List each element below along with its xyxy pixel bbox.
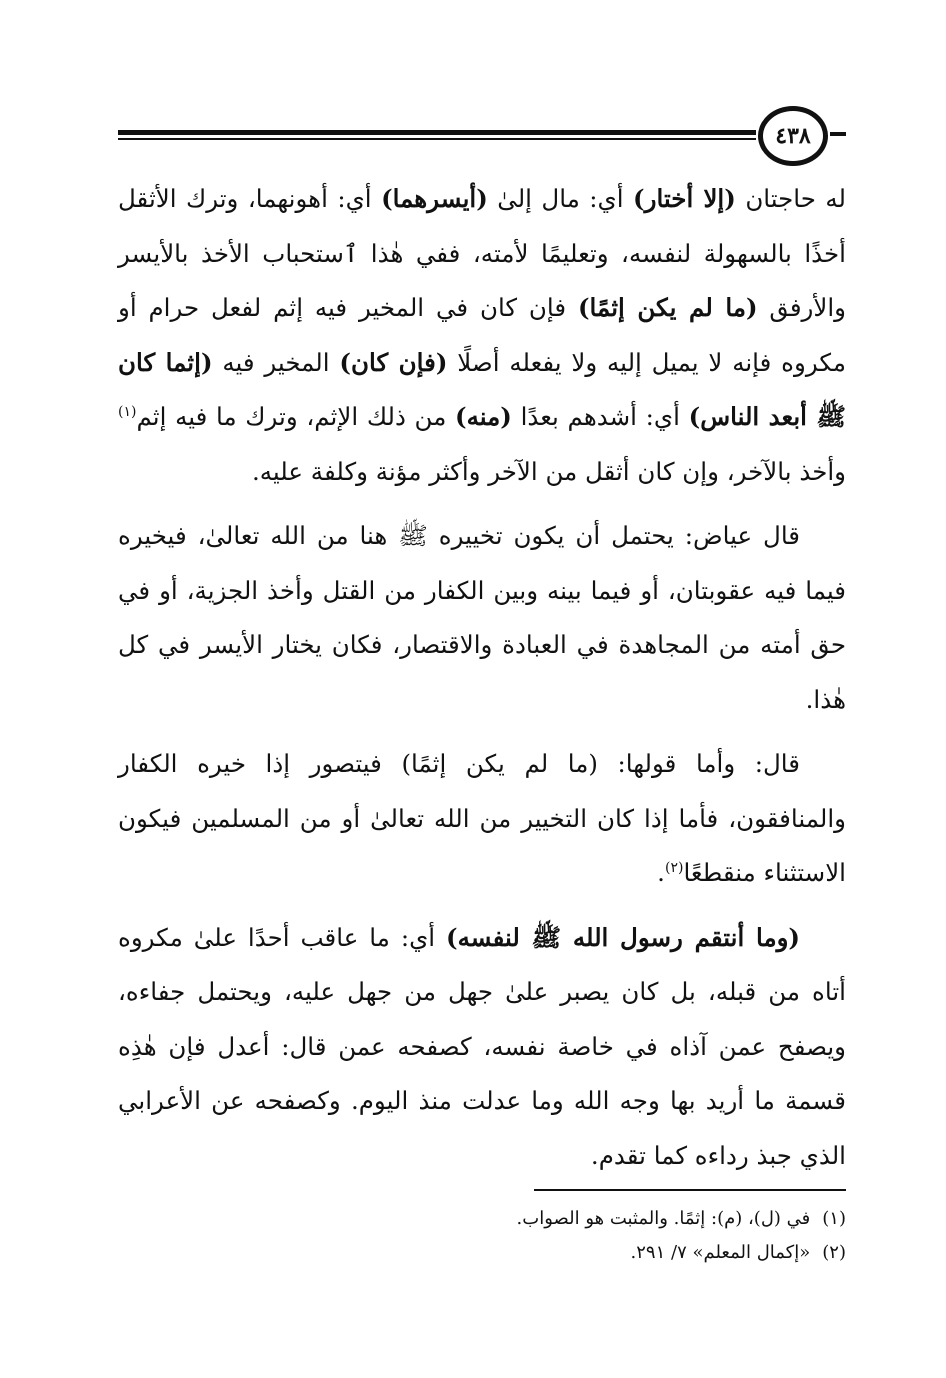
text-segment: قال عياض: يحتمل أن يكون تخييره ﷺ هنا من الله تعالىٰ، فيخيره فيما فيه عقوبتان، أو فيما بينه وبين الكفار من القتل وأخذ الجزية، أو في حق أمته من المجاهدة في العبادة والاقتصار، فكان يختار الأيسر في كل هٰذا. [118, 521, 846, 714]
footnote-separator [534, 1189, 846, 1191]
text-segment: أي: أشدهم بعدًا [511, 402, 689, 431]
quoted-text: (إلا أختار) [633, 184, 736, 213]
text-segment: قال: وأما قولها: (ما لم يكن إثمًا) فيتصور إذا خيره الكفار والمنافقون، فأما إذا كان التخيير من الله تعالىٰ أو من المسلمين فيكون الاستثناء منقطعًا [118, 749, 846, 887]
footnote-text: «إكمال المعلم» ٧/ ٢٩١. [630, 1242, 811, 1263]
footnote-marker: (١) [118, 403, 137, 420]
header-rule-thick [118, 130, 756, 135]
body-text [118, 172, 846, 1183]
text-segment: أي: مال إلىٰ [487, 184, 634, 213]
text-segment: من ذلك الإثم، وترك ما فيه إثم [136, 402, 456, 431]
quoted-text: (ما لم يكن إثمًا) [577, 293, 758, 322]
page-number: ٤٣٨ [758, 106, 828, 166]
footnote-marker: (٢) [664, 859, 684, 876]
footnotes [118, 1202, 846, 1270]
text-segment: له حاجتان [735, 184, 846, 213]
text-segment: فإن كان في المخير فيه إثم لفعل حرام أو مكروه فإنه لا يميل إليه ولا يفعله أصلًا [118, 293, 846, 377]
text-segment: المخير فيه [212, 347, 340, 377]
text-segment: . [657, 858, 665, 887]
paragraph [118, 509, 846, 727]
quoted-text: (أيسرهما) [381, 184, 488, 213]
footnote-number: (٢) [822, 1242, 846, 1263]
page-header [118, 104, 846, 166]
paragraph [118, 911, 846, 1184]
header-rule-right [830, 132, 846, 136]
footnote [118, 1236, 846, 1270]
quoted-text: (وما أنتقم رسول الله ﷺ لنفسه) [446, 922, 800, 952]
paragraph [118, 172, 846, 499]
quoted-text: (إثما كان ﷺ أبعد الناس) [118, 347, 847, 431]
text-segment: أي: أهونهما، وترك الأثقل أخذًا بالسهولة لنفسه، وتعليمًا لأمته، ففي هٰذا ٱستحباب الأخذ بالأيسر والأرفق [118, 184, 847, 322]
footnote-text: في (ل)، (م): إثمًا. والمثبت هو الصواب. [516, 1208, 811, 1229]
footnote-number: (١) [822, 1208, 846, 1229]
quoted-text: (منه) [455, 402, 512, 431]
paragraph [118, 737, 846, 901]
text-segment: وأخذ بالآخر، وإن كان أثقل من الآخر وأكثر مؤنة وكلفة عليه. [251, 456, 846, 486]
quoted-text: (فإن كان) [339, 347, 448, 377]
text-segment: أي: ما عاقب أحدًا علىٰ مكروه أتاه من قبله، بل كان يصبر علىٰ جهل من جهل عليه، ويحتمل جفاءه، ويصفح عمن آذاه في خاصة نفسه، كصفحه عمن قال: أعدل فإن هٰذِه قسمة ما أريد بها وجه الله وما عدلت منذ اليوم. وكصفحه عن الأعرابي الذي جبذ رداءه كما تقدم. [118, 922, 846, 1170]
header-rule-thin [118, 138, 756, 140]
footnote [118, 1202, 846, 1236]
